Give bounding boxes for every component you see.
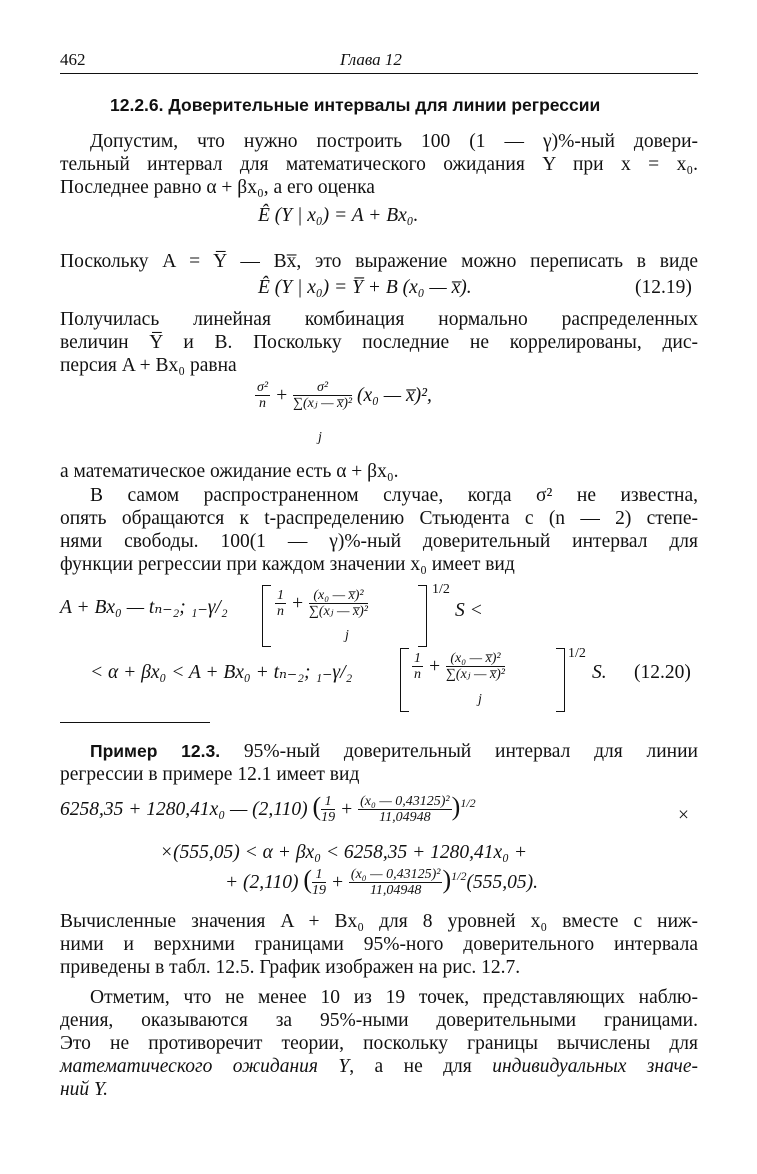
fraction: $\frac{1}{n}$ <box>414 651 421 683</box>
text-line: Поскольку A = Y̅ — Bx̅, это выражение можно переписать в виде <box>60 251 698 272</box>
text-line: В самом распространенном случае, когда σ² не известна, <box>90 485 698 506</box>
paragraph-intro <box>60 130 698 199</box>
header-rule <box>60 73 698 74</box>
right-bracket <box>556 648 565 712</box>
text-line: математического ожидания Y, а не для индивидуальных значе- <box>60 1056 699 1077</box>
times-sign: × <box>678 805 689 826</box>
sum-index: j <box>318 430 322 445</box>
text-line: ний Y. <box>60 1079 108 1100</box>
fraction: $\frac{1}{19}$ <box>321 793 336 826</box>
s-symbol: S < <box>455 600 483 621</box>
fraction: $\frac{\text{(x₀ — x̅)²}}{\text{∑(xⱼ — x̅)²}}$ <box>308 588 368 620</box>
fraction: $\frac{1}{n}$ <box>277 588 284 620</box>
right-bracket <box>418 585 427 647</box>
power: 1/2 <box>432 582 450 597</box>
power: 1/2 <box>568 646 586 661</box>
paragraph-expectation <box>60 460 698 483</box>
example-label: Пример 12.3. <box>90 741 221 761</box>
equation-estimate: Ê (Y | x₀) = A + Bx₀. <box>258 205 419 226</box>
paragraph-rewrite <box>60 250 698 273</box>
text-line: функции регрессии при каждом значении x₀ имеет вид <box>60 554 515 575</box>
example-paragraph <box>60 740 698 786</box>
equation-12-20-line2: < α + βx₀ < A + Bx₀ + tₙ₋₂; ₁₋γ/₂ <box>90 662 353 683</box>
section-title: 12.2.6. Доверительные интервалы для линии регрессии <box>110 95 601 115</box>
equation-12-19: Ê (Y | x₀) = Y̅ + B (x₀ — x̅). <box>258 277 472 298</box>
text-line: дения, оказываются за 95%-ными доверительными границами. <box>60 1010 698 1031</box>
page-number: 462 <box>60 50 86 69</box>
text-line: а математическое ожидание есть α + βx₀. <box>60 461 399 482</box>
fraction: $\frac{\text{(x₀ — x̅)²}}{\text{∑(xⱼ — x̅)²}}$ <box>445 651 505 683</box>
text-line: Вычисленные значения A + Bx₀ для 8 уровней x₀ вместе с ниж- <box>60 911 698 932</box>
left-bracket <box>262 585 271 647</box>
paragraph-computed <box>60 910 698 979</box>
fraction: $\frac{1}{19}$ <box>312 866 326 899</box>
text-line: Получилась линейная комбинация нормально распределенных <box>60 309 698 330</box>
example-equation-line1: 6258,35 + 1280,41x₀ — (2,110) ( $\frac{1}{19}$ + $\frac{\text{(x₀ — 0,43125)²}}{11,04948}$ )$^{1/2}$ <box>60 792 476 826</box>
text-line: опять обращаются к t-распределению Стьюдента с (n — 2) степе- <box>60 508 698 529</box>
text-line: Это не противоречит теории, поскольку границы вычислены для <box>60 1033 698 1054</box>
text-line: персия A + Bx₀ равна <box>60 355 237 376</box>
text-line: Отметим, что не менее 10 из 19 точек, представляющих наблю- <box>90 987 698 1008</box>
text-line: тельный интервал для математического ожидания Y при x = x₀. <box>60 154 698 175</box>
text-line: ними и верхними границами 95%-ного доверительного интервала <box>60 934 698 955</box>
text-line: нями свободы. 100(1 — γ)%-ный доверительный интервал для <box>60 531 698 552</box>
example-equation-line3: + (2,110) ( $\frac{1}{19}$ + $\frac{\text{(x₀ — 0,43125)²}}{11,04948}$ )$^{1/2}$(555,05). <box>225 865 538 899</box>
equation-variance: $\frac{\text{σ²}}{n}$ + $\frac{\text{σ²}}{\text{∑(xⱼ — x̅)²}}$ (x₀ — x̅)², <box>257 380 432 412</box>
fraction: $\frac{\text{(x₀ — 0,43125)²}}{11,04948}$ <box>350 866 441 899</box>
separator-rule <box>60 722 210 723</box>
text-line: Пример 12.3. 95%-ный доверительный интервал для линии <box>90 741 698 762</box>
text-line: Допустим, что нужно построить 100 (1 — γ)%-ный довери- <box>90 131 698 152</box>
example-equation-line2: ×(555,05) < α + βx₀ < 6258,35 + 1280,41x₀ + <box>160 842 528 863</box>
text-line: величин Y̅ и B. Поскольку последние не коррелированы, дис- <box>60 332 698 353</box>
equation-12-20-line1: A + Bx₀ — tₙ₋₂; ₁₋γ/₂ <box>60 597 228 618</box>
text-line: приведены в табл. 12.5. График изображен на рис. 12.7. <box>60 957 521 978</box>
text-line: Последнее равно α + βx₀, а его оценка <box>60 177 375 198</box>
paragraph-student <box>60 484 698 576</box>
paragraph-combination <box>60 308 698 377</box>
running-header: Глава 12 <box>340 50 402 69</box>
text-line: регрессии в примере 12.1 имеет вид <box>60 764 360 785</box>
paragraph-note <box>60 986 698 1101</box>
equation-number: (12.20) <box>634 662 691 683</box>
left-bracket <box>400 648 409 712</box>
bracket-content: $\frac{1}{n}$ + $\frac{\text{(x₀ — x̅)²}}{\text{∑(xⱼ — x̅)²}}$ <box>414 651 505 683</box>
sum-index: j <box>478 692 482 707</box>
sum-index: j <box>345 628 349 643</box>
equation-number: (12.19) <box>635 277 692 298</box>
fraction: $\frac{\text{(x₀ — 0,43125)²}}{11,04948}$ <box>360 793 450 826</box>
fraction: $\frac{\text{σ²}}{n}$ <box>257 380 269 412</box>
s-symbol: S. <box>592 662 607 683</box>
bracket-content: $\frac{1}{n}$ + $\frac{\text{(x₀ — x̅)²}}{\text{∑(xⱼ — x̅)²}}$ <box>277 588 368 620</box>
fraction: $\frac{\text{σ²}}{\text{∑(xⱼ — x̅)²}}$ <box>293 380 353 412</box>
